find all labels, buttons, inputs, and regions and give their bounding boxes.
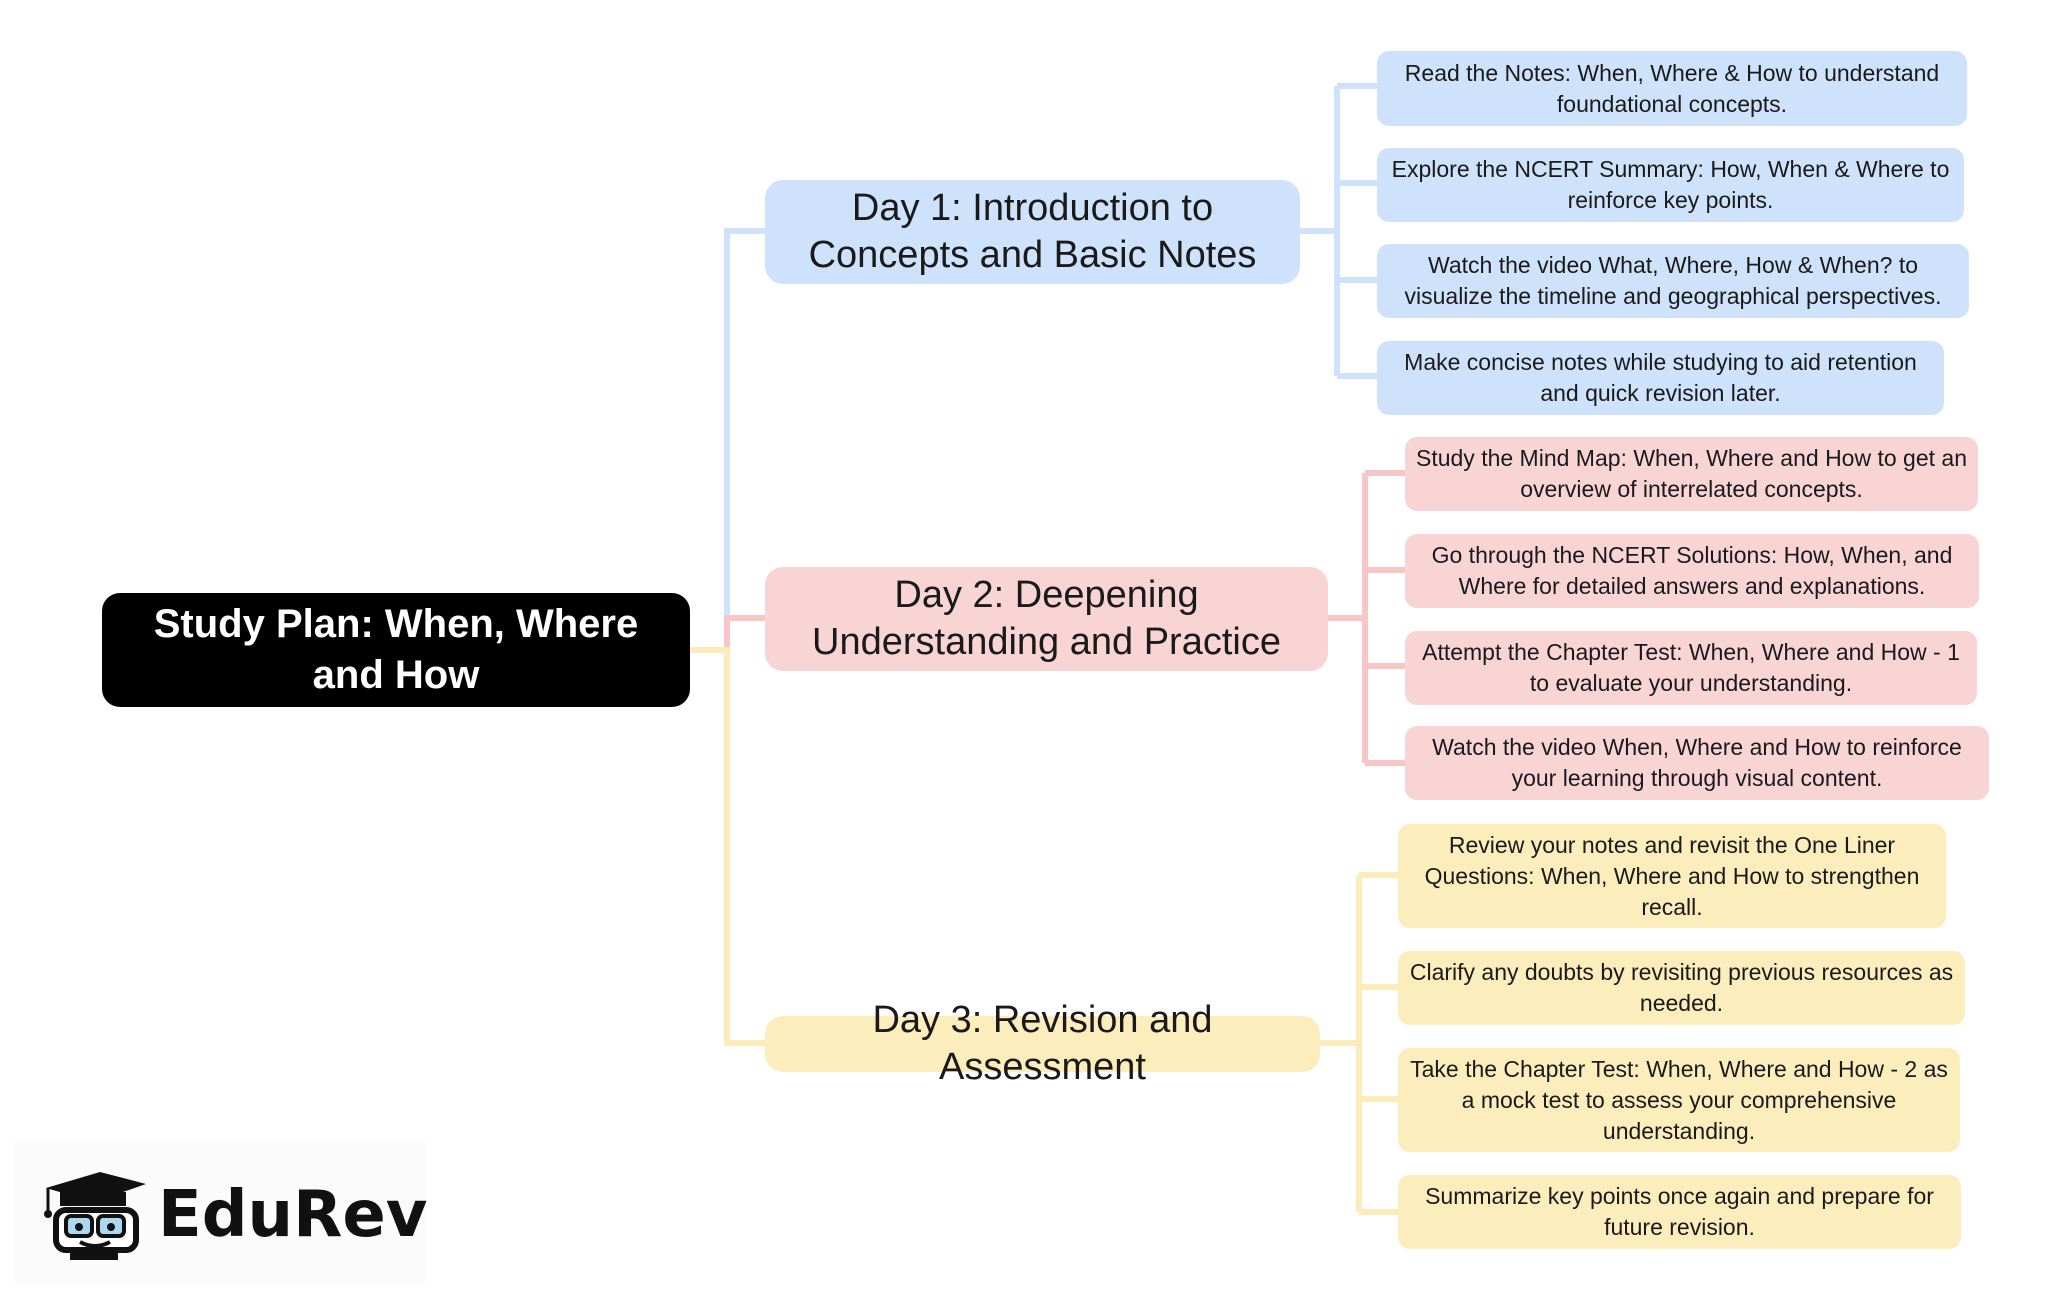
day1-task-3: Watch the video What, Where, How & When? to visualize the timeline and geographical perspectives. [1377,244,1969,318]
connector-root-day2 [690,618,765,650]
day3-task-4: Summarize key points once again and prepare for future revision. [1398,1175,1961,1249]
root-node-title: Study Plan: When, Where and How [102,593,690,707]
day2-node: Day 2: Deepening Understanding and Practice [765,567,1328,671]
day1-task-4: Make concise notes while studying to aid retention and quick revision later. [1377,341,1944,415]
day2-task-4: Watch the video When, Where and How to reinforce your learning through visual content. [1405,726,1989,800]
day3-task-3: Take the Chapter Test: When, Where and How - 2 as a mock test to assess your comprehensive understanding. [1398,1048,1960,1152]
day2-task-2: Go through the NCERT Solutions: How, When, and Where for detailed answers and explanations. [1405,534,1979,608]
graduation-cap-mascot-icon [38,1164,150,1264]
connector-root-day3 [690,650,765,1043]
day3-task-1: Review your notes and revisit the One Liner Questions: When, Where and How to strengthen recall. [1398,824,1946,928]
connector-day3-bus [1320,875,1359,1212]
connector-root-day1 [690,231,765,650]
day2-task-1: Study the Mind Map: When, Where and How to get an overview of interrelated concepts. [1405,437,1978,511]
day3-node: Day 3: Revision and Assessment [765,1016,1320,1072]
day1-task-1: Read the Notes: When, Where & How to understand foundational concepts. [1377,51,1967,126]
day1-task-2: Explore the NCERT Summary: How, When & Where to reinforce key points. [1377,148,1964,222]
day2-task-3: Attempt the Chapter Test: When, Where and How - 1 to evaluate your understanding. [1405,631,1977,705]
connector-day1-bus [1300,86,1337,376]
day3-task-2: Clarify any doubts by revisiting previous resources as needed. [1398,951,1965,1025]
connector-day2-bus [1328,473,1365,763]
day1-node: Day 1: Introduction to Concepts and Basic Notes [765,180,1300,284]
edurev-logo-text: EduRev [158,1178,428,1252]
edurev-logo [14,1140,426,1285]
